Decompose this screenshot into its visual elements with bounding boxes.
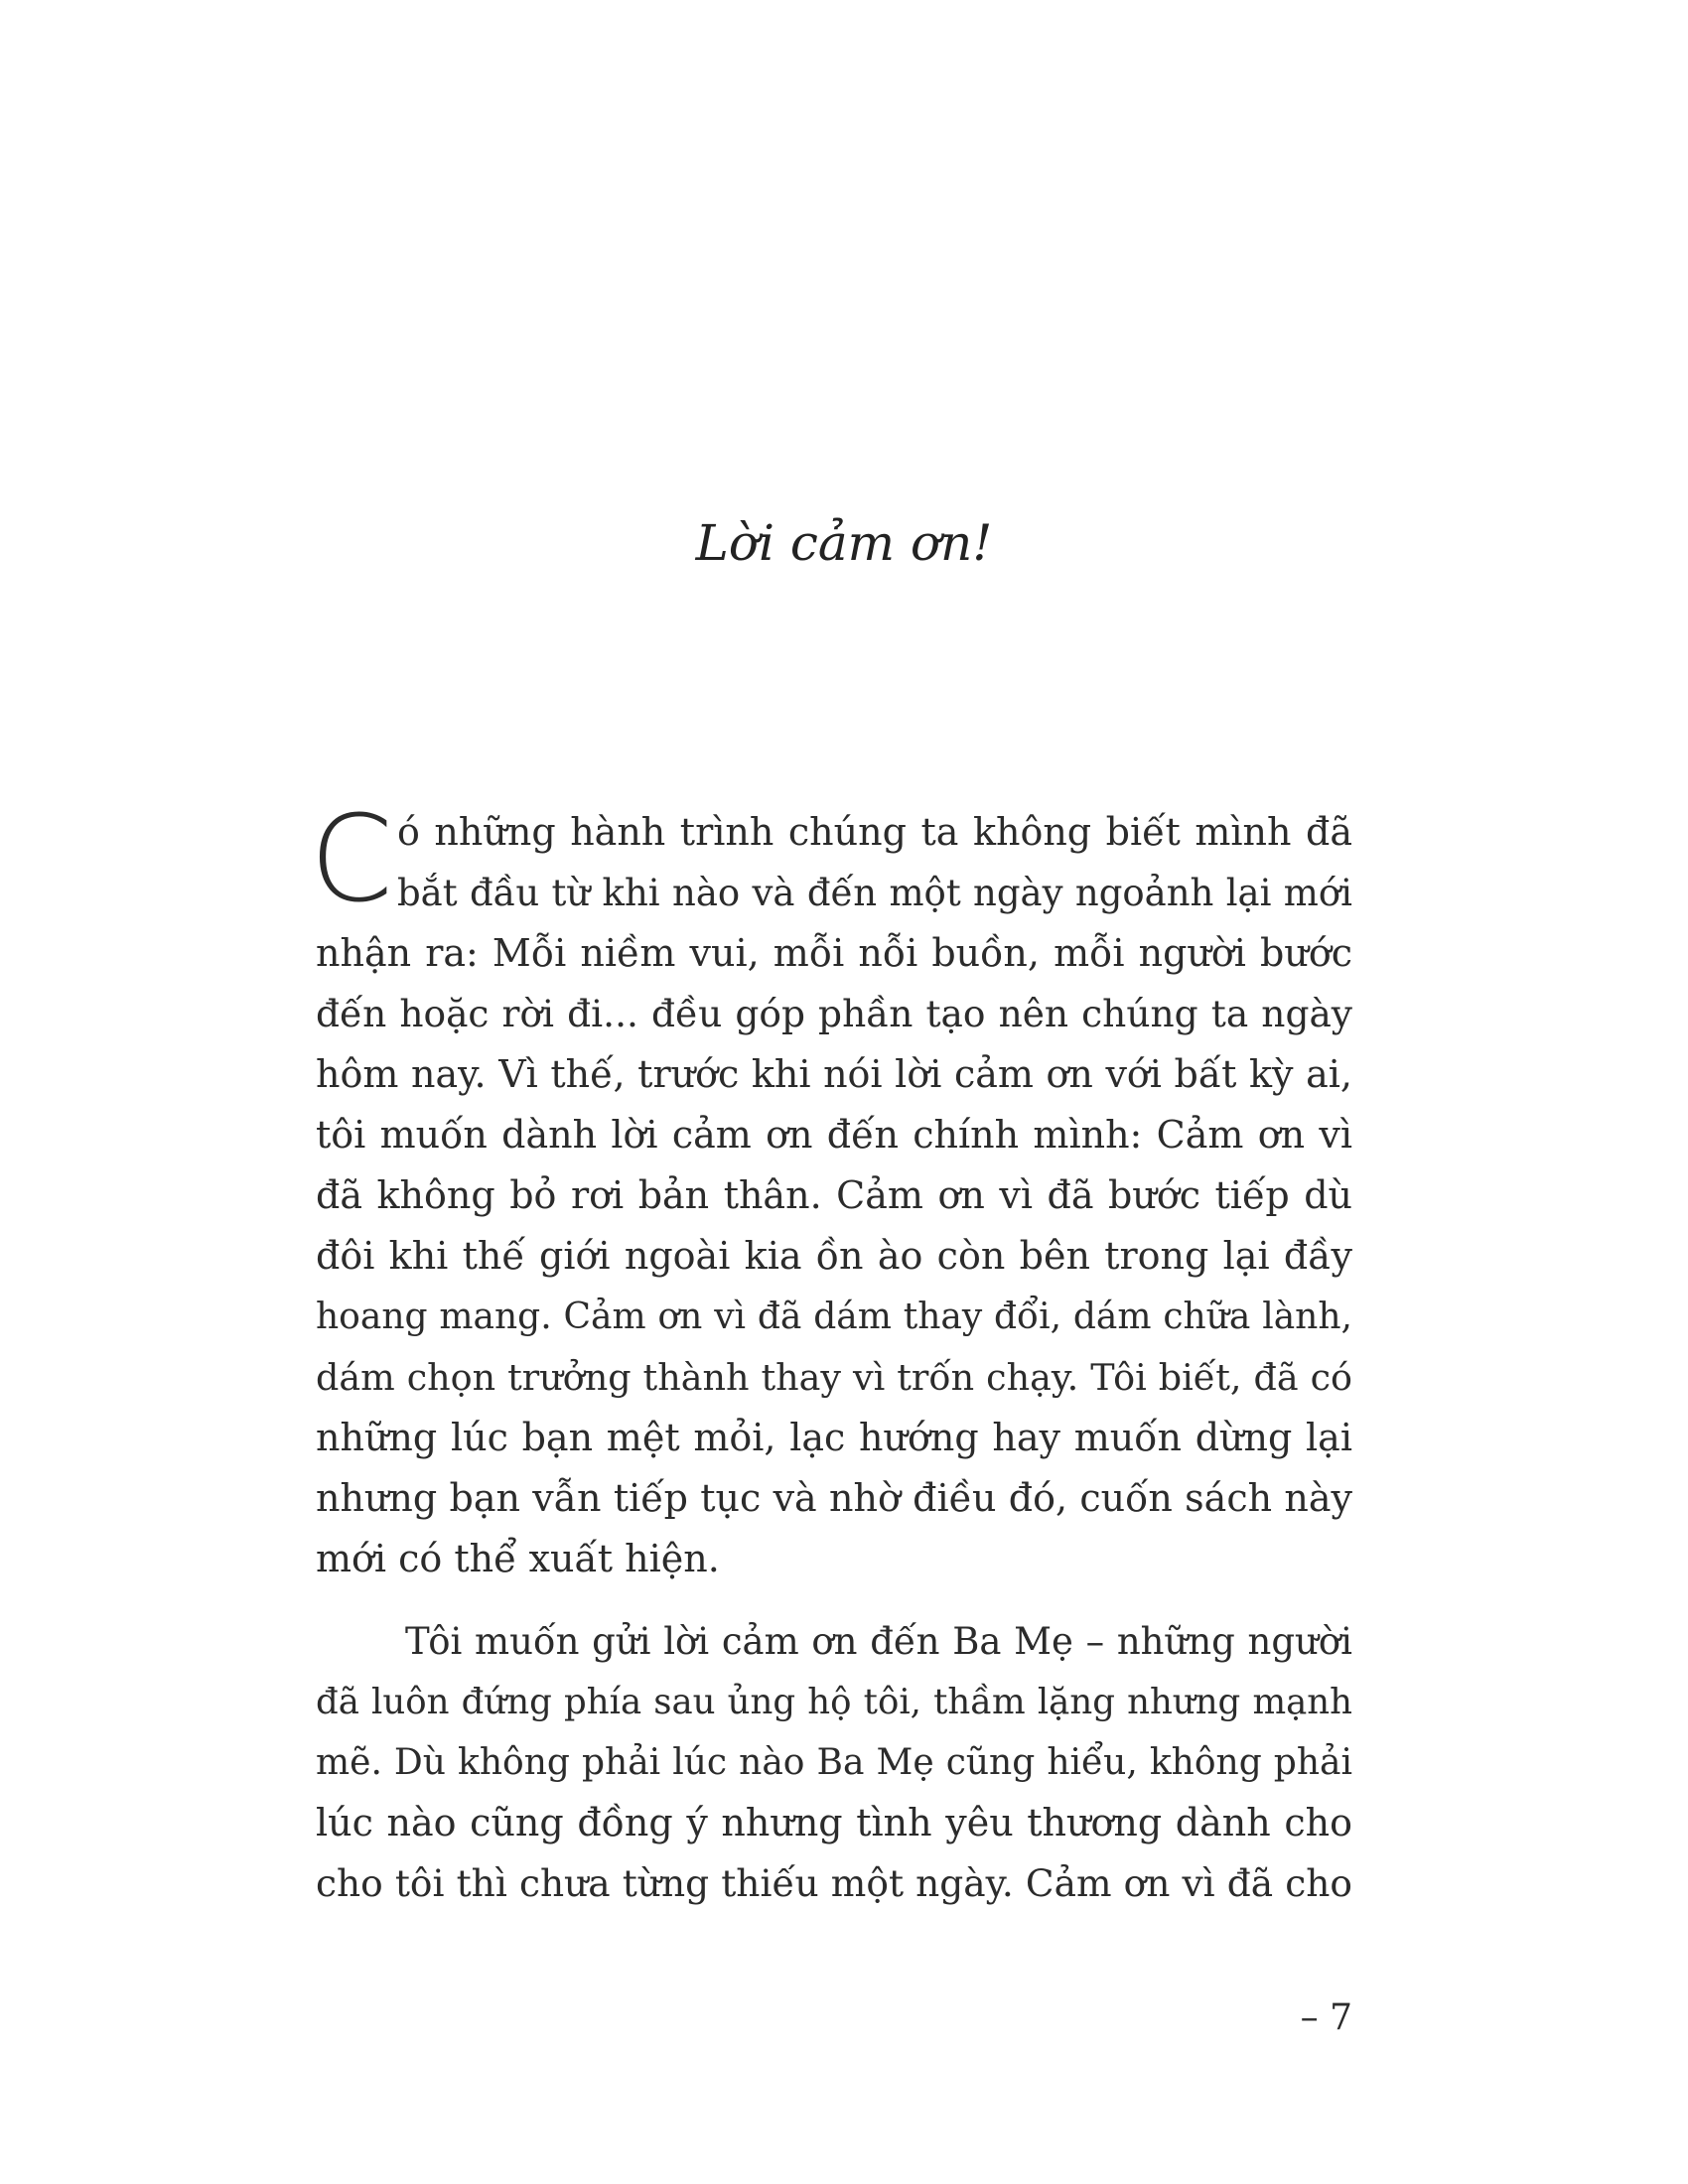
page-number: – 7 [1300, 1997, 1352, 2038]
text-line: đã không bỏ rơi bản thân. Cảm ơn vì đã bước tiếp dù [316, 1173, 1352, 1217]
text-line: mới có thể xuất hiện. [316, 1537, 720, 1580]
paragraph-2 [316, 1611, 1352, 1914]
text-line: đến hoặc rời đi... đều góp phần tạo nên chúng ta ngày [316, 992, 1352, 1035]
paragraph-1 [316, 802, 1352, 1589]
paragraph-spacer [316, 1589, 1352, 1611]
text-line: mẽ. Dù không phải lúc nào Ba Mẹ cũng hiểu, không phải [316, 1742, 1352, 1783]
text-line: dám chọn trưởng thành thay vì trốn chạy. Tôi biết, đã có [316, 1356, 1352, 1399]
text-line: nhận ra: Mỗi niềm vui, mỗi nỗi buồn, mỗi người bước [316, 931, 1352, 975]
text-line: bắt đầu từ khi nào và đến một ngày ngoảnh lại mới [397, 872, 1352, 914]
text-line: lúc nào cũng đồng ý nhưng tình yêu thương dành cho [316, 1801, 1352, 1844]
text-line: Tôi muốn gửi lời cảm ơn đến Ba Mẹ – những người [405, 1620, 1352, 1663]
text-line: hoang mang. Cảm ơn vì đã dám thay đổi, dám chữa lành, [316, 1297, 1352, 1337]
drop-cap: C [310, 791, 393, 929]
text-line: cho tôi thì chưa từng thiếu một ngày. Cảm ơn vì đã cho [316, 1861, 1352, 1905]
text-line: hôm nay. Vì thế, trước khi nói lời cảm ơn với bất kỳ ai, [316, 1052, 1352, 1096]
page-title: Lời cảm ơn! [695, 514, 993, 572]
text-line: nhưng bạn vẫn tiếp tục và nhờ điều đó, cuốn sách này [316, 1476, 1352, 1520]
text-line: đã luôn đứng phía sau ủng hộ tôi, thầm lặng nhưng mạnh [316, 1682, 1352, 1722]
text-line: tôi muốn dành lời cảm ơn đến chính mình: Cảm ơn vì [316, 1113, 1352, 1157]
body-text [316, 802, 1352, 1914]
text-line: đôi khi thế giới ngoài kia ồn ào còn bên trong lại đầy [316, 1234, 1352, 1278]
text-line: ó những hành trình chúng ta không biết mình đã [397, 810, 1352, 854]
text-line: những lúc bạn mệt mỏi, lạc hướng hay muốn dừng lại [316, 1416, 1352, 1459]
